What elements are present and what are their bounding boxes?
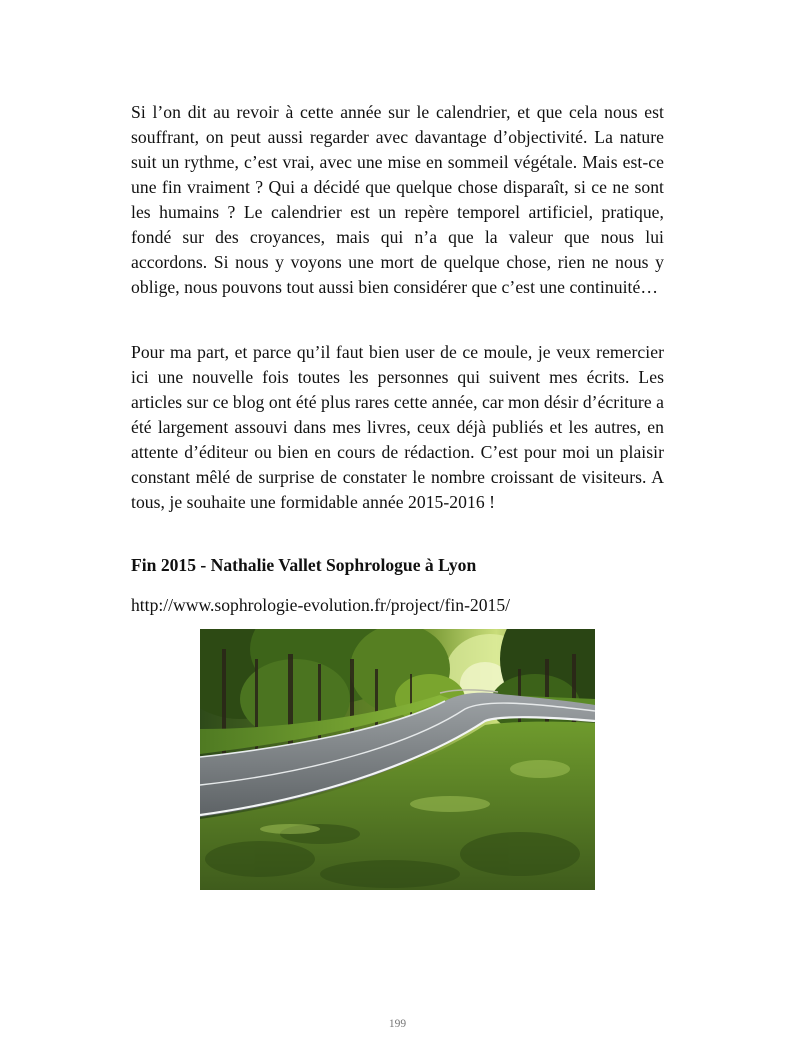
body-paragraph-2: Pour ma part, et parce qu’il faut bien user de ce moule, je veux remercier ici une nouvelle fois toutes les personnes qui suivent mes écrits. Les articles sur ce blog ont été plus rares cette année, car mon désir d’écriture a été largement assouvi dans mes livres, ceux déjà publiés et les autres, en attente d’éditeur ou bien en cours de rédaction. C’est pour moi un plaisir constant mêlé de surprise de constater le nombre croissant de visiteurs. A tous, je souhaite une formidable année 2015-2016 !: [131, 342, 664, 512]
source-url-link[interactable]: http://www.sophrologie-evolution.fr/project/fin-2015/: [131, 595, 511, 615]
forest-road-illustration: [200, 629, 595, 890]
page-number: 199: [388, 1018, 407, 1030]
body-paragraph-1: Si l’on dit au revoir à cette année sur le calendrier, et que cela nous est souffrant, on peut aussi regarder avec davantage d’objectivité. La nature suit un rythme, c’est vrai, avec une mise en sommeil végétale. Mais est-ce une fin vraiment ? Qui a décidé que quelque chose disparaît, si ce ne sont les humains ? Le calendrier est un repère temporel artificiel, pratique, fondé sur des croyances, mais qui n’a que la valeur que nous lui accordons. Si nous y voyons une mort de quelque chose, rien ne nous y oblige, nous pouvons tout aussi bien considérer que c’est une continuité…: [131, 102, 664, 297]
forest-road-photo: [200, 629, 595, 890]
section-title: Fin 2015 - Nathalie Vallet Sophrologue à Lyon: [131, 555, 477, 575]
